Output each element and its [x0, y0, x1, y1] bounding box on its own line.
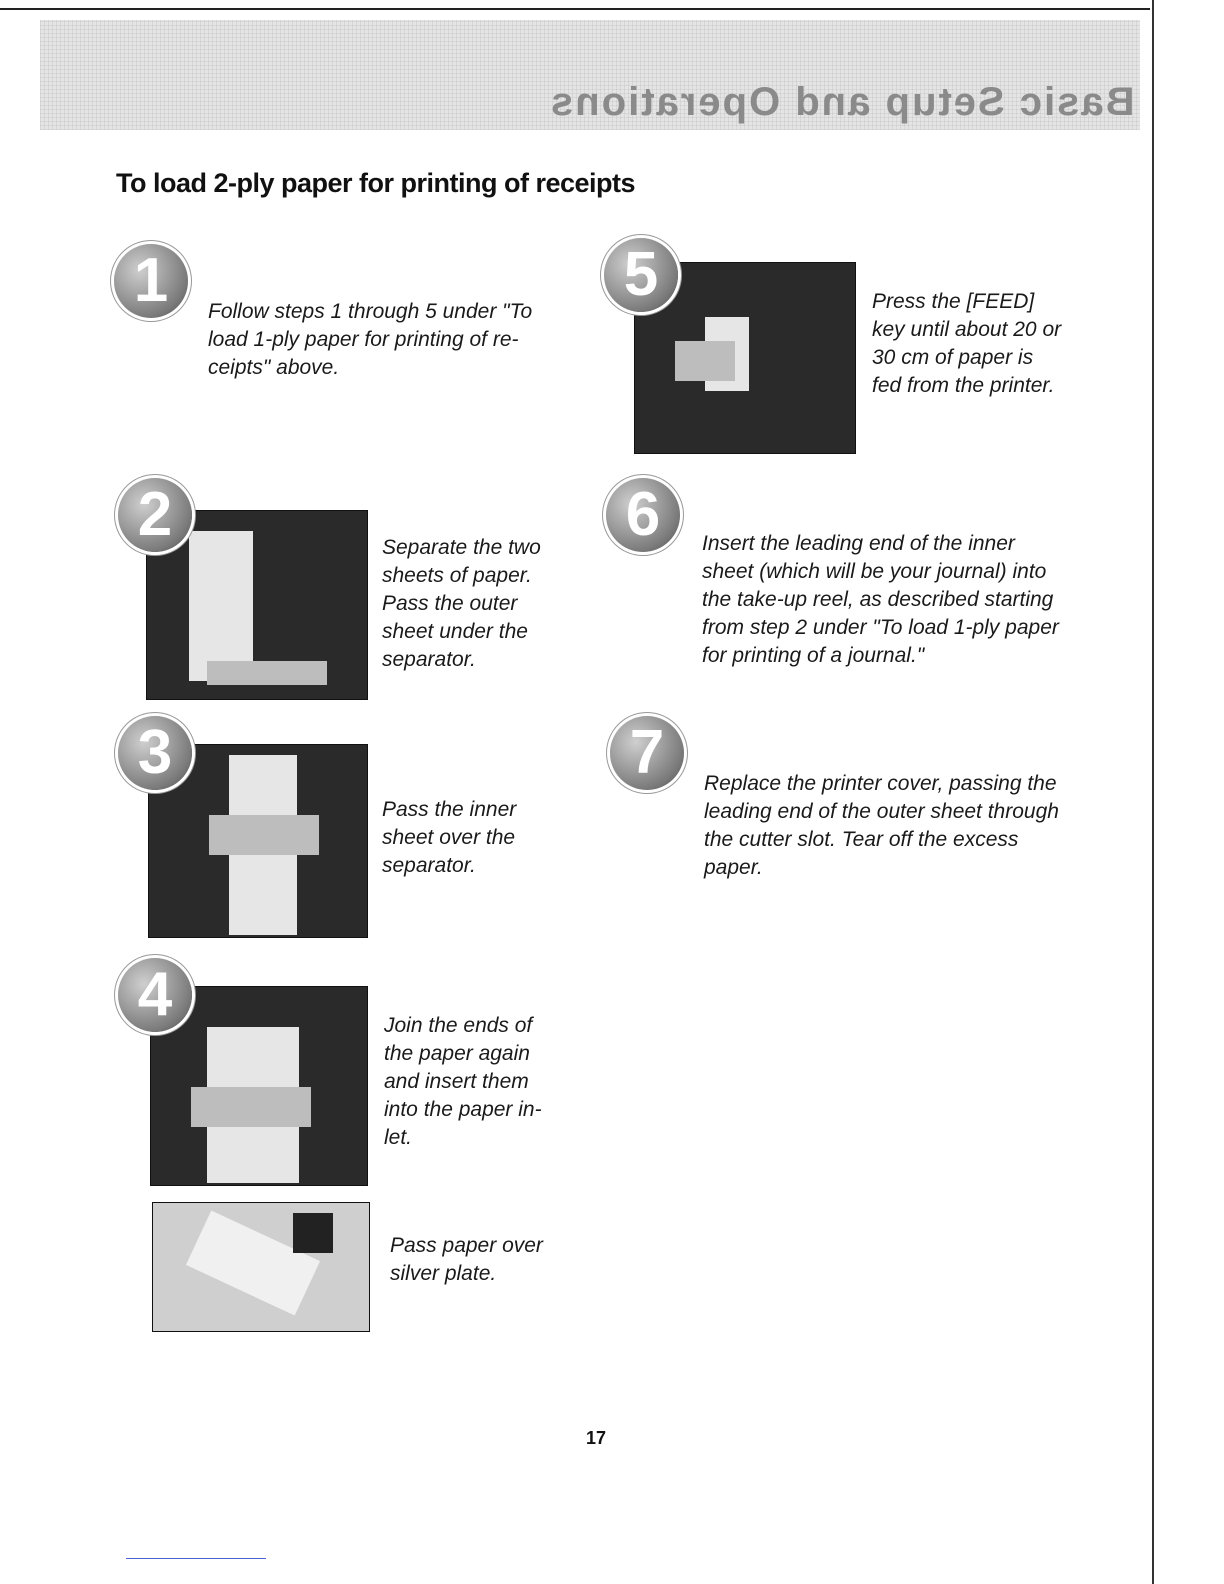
- page-edge-rule: [1152, 0, 1154, 1584]
- footnote-rule: [126, 1558, 266, 1559]
- step-7-badge: 7: [610, 716, 684, 790]
- step-2-badge: 2: [118, 478, 192, 552]
- step-7-text: Replace the printer cover, passing the leading end of the outer sheet through the cutter slot. Tear off the excess paper.: [704, 772, 1059, 879]
- step-3-badge: 3: [118, 716, 192, 790]
- step-2-text: Separate the two sheets of paper. Pass the outer sheet under the separator.: [382, 536, 541, 671]
- section-header: Basic Setup and Operations: [548, 80, 1134, 124]
- step-1-badge: 1: [114, 244, 188, 318]
- step-1-text: Follow steps 1 through 5 under "To load 1-ply paper for printing of re-ceipts" above.: [208, 300, 533, 379]
- step-6-badge: 6: [606, 478, 680, 552]
- section-header-band: [40, 20, 1140, 130]
- step-5-badge: 5: [604, 238, 678, 312]
- step-4-badge: 4: [118, 958, 192, 1032]
- top-rule: [0, 8, 1150, 10]
- page-title: To load 2-ply paper for printing of receipts: [116, 168, 636, 198]
- step-4b-text: Pass paper over silver plate.: [390, 1234, 543, 1285]
- step-4-text: Join the ends of the paper again and insert them into the paper in-let.: [384, 1014, 542, 1149]
- step-3-text: Pass the inner sheet over the separator.: [382, 798, 517, 877]
- silver-plate-photo: [152, 1202, 370, 1332]
- step-6-text: Insert the leading end of the inner sheet (which will be your journal) into the take-up reel, as described starting from step 2 under "To load 1-ply paper for printing of a journal.": [702, 532, 1059, 667]
- step-5-text: Press the [FEED] key until about 20 or 30 cm of paper is fed from the printer.: [872, 290, 1062, 397]
- page-number: 17: [586, 1428, 607, 1448]
